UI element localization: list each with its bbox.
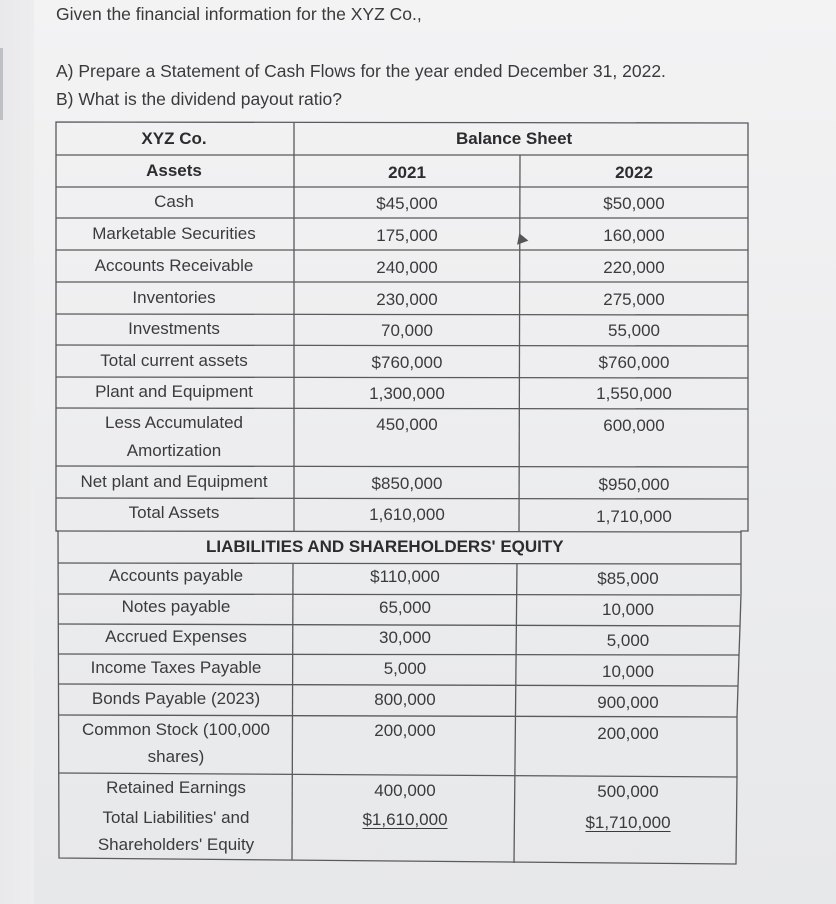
liab-accounts-payable-2021: $110,000	[370, 567, 440, 586]
asset-cash-2021: $45,000	[376, 194, 438, 213]
company-name: XYZ Co.	[141, 129, 207, 148]
liab-bonds-payable-2021: 800,000	[374, 690, 436, 709]
asset-accumulated-amortization-2021: 450,000	[376, 415, 438, 434]
liab-accounts-payable-2022: $85,000	[597, 569, 659, 588]
asset-plant-equipment-2022: 1,550,000	[596, 384, 672, 403]
asset-label-accumulated-amortization-line1: Less Accumulated	[105, 413, 243, 432]
asset-total-assets-2021: 1,610,000	[369, 505, 445, 524]
asset-investments-2021: 70,000	[381, 321, 433, 340]
liab-label-bonds-payable: Bonds Payable (2023)	[91, 689, 261, 708]
asset-label-total-assets: Total Assets	[128, 503, 220, 522]
liab-label-income-taxes-payable: Income Taxes Payable	[90, 658, 262, 677]
liab-label-common-stock-line2: shares)	[147, 747, 205, 766]
asset-net-plant-equipment-2021: $850,000	[371, 474, 443, 493]
question-part-a: A) Prepare a Statement of Cash Flows for the year ended December 31, 2022.	[56, 61, 666, 81]
liabilities-equity-header: LIABILITIES AND SHAREHOLDERS' EQUITY	[206, 537, 564, 556]
year-2021-header: 2021	[388, 163, 426, 182]
liab-common-stock-2021: 200,000	[374, 721, 436, 740]
asset-total-assets-2022: 1,710,000	[596, 507, 672, 526]
asset-investments-2022: 55,000	[608, 321, 660, 340]
liab-retained-earnings-2022: 500,000	[597, 782, 659, 801]
liab-label-retained-earnings: Retained Earnings	[106, 778, 246, 797]
question-part-b: B) What is the dividend payout ratio?	[56, 89, 342, 109]
liab-total-2022: $1,710,000	[585, 813, 671, 832]
asset-label-accounts-receivable: Accounts Receivable	[94, 256, 254, 275]
asset-plant-equipment-2021: 1,300,000	[369, 384, 445, 403]
asset-label-total-current-assets: Total current assets	[100, 351, 248, 370]
asset-label-investments: Investments	[128, 319, 220, 338]
liab-bonds-payable-2022: 900,000	[597, 693, 659, 712]
asset-inventories-2022: 275,000	[603, 290, 665, 309]
liab-income-taxes-payable-2021: 5,000	[383, 659, 427, 678]
liab-common-stock-2022: 200,000	[597, 724, 659, 743]
liab-notes-payable-2021: 65,000	[379, 598, 431, 617]
asset-total-current-assets-2021: $760,000	[371, 353, 443, 372]
asset-net-plant-equipment-2022: $950,000	[598, 475, 670, 494]
asset-cash-2022: $50,000	[603, 194, 665, 213]
liab-retained-earnings-2021: 400,000	[374, 781, 436, 800]
asset-label-plant-equipment: Plant and Equipment	[95, 382, 253, 401]
asset-label-marketable-securities: Marketable Securities	[92, 224, 256, 243]
liab-total-2021: $1,610,000	[362, 810, 448, 829]
asset-label-accumulated-amortization-line2: Amortization	[126, 441, 222, 460]
liab-label-notes-payable: Notes payable	[121, 597, 231, 616]
asset-inventories-2021: 230,000	[376, 290, 438, 309]
liab-income-taxes-payable-2022: 10,000	[602, 662, 654, 681]
asset-label-net-plant-equipment: Net plant and Equipment	[80, 472, 268, 491]
liab-label-common-stock-line1: Common Stock (100,000	[81, 720, 271, 739]
asset-total-current-assets-2022: $760,000	[598, 353, 670, 372]
assets-header: Assets	[146, 161, 202, 180]
liab-label-accrued-expenses: Accrued Expenses	[105, 627, 247, 646]
asset-accounts-receivable-2021: 240,000	[376, 258, 438, 277]
question-intro: Given the financial information for the XYZ Co.,	[56, 4, 422, 24]
asset-accumulated-amortization-2022: 600,000	[603, 416, 665, 435]
liab-accrued-expenses-2021: 30,000	[379, 628, 431, 647]
liab-accrued-expenses-2022: 5,000	[606, 631, 650, 650]
asset-label-inventories: Inventories	[132, 288, 216, 307]
asset-marketable-securities-2021: 175,000	[376, 226, 438, 245]
liab-notes-payable-2022: 10,000	[602, 600, 654, 619]
sheet-title: Balance Sheet	[456, 129, 573, 148]
asset-marketable-securities-2022: 160,000	[603, 226, 665, 245]
liab-label-accounts-payable: Accounts payable	[108, 566, 244, 585]
liab-label-total-line2: Shareholders' Equity	[97, 835, 255, 854]
asset-label-cash: Cash	[154, 192, 194, 211]
asset-accounts-receivable-2022: 220,000	[603, 258, 665, 277]
year-2022-header: 2022	[615, 163, 653, 182]
liab-label-total-line1: Total Liabilities' and	[102, 808, 250, 827]
